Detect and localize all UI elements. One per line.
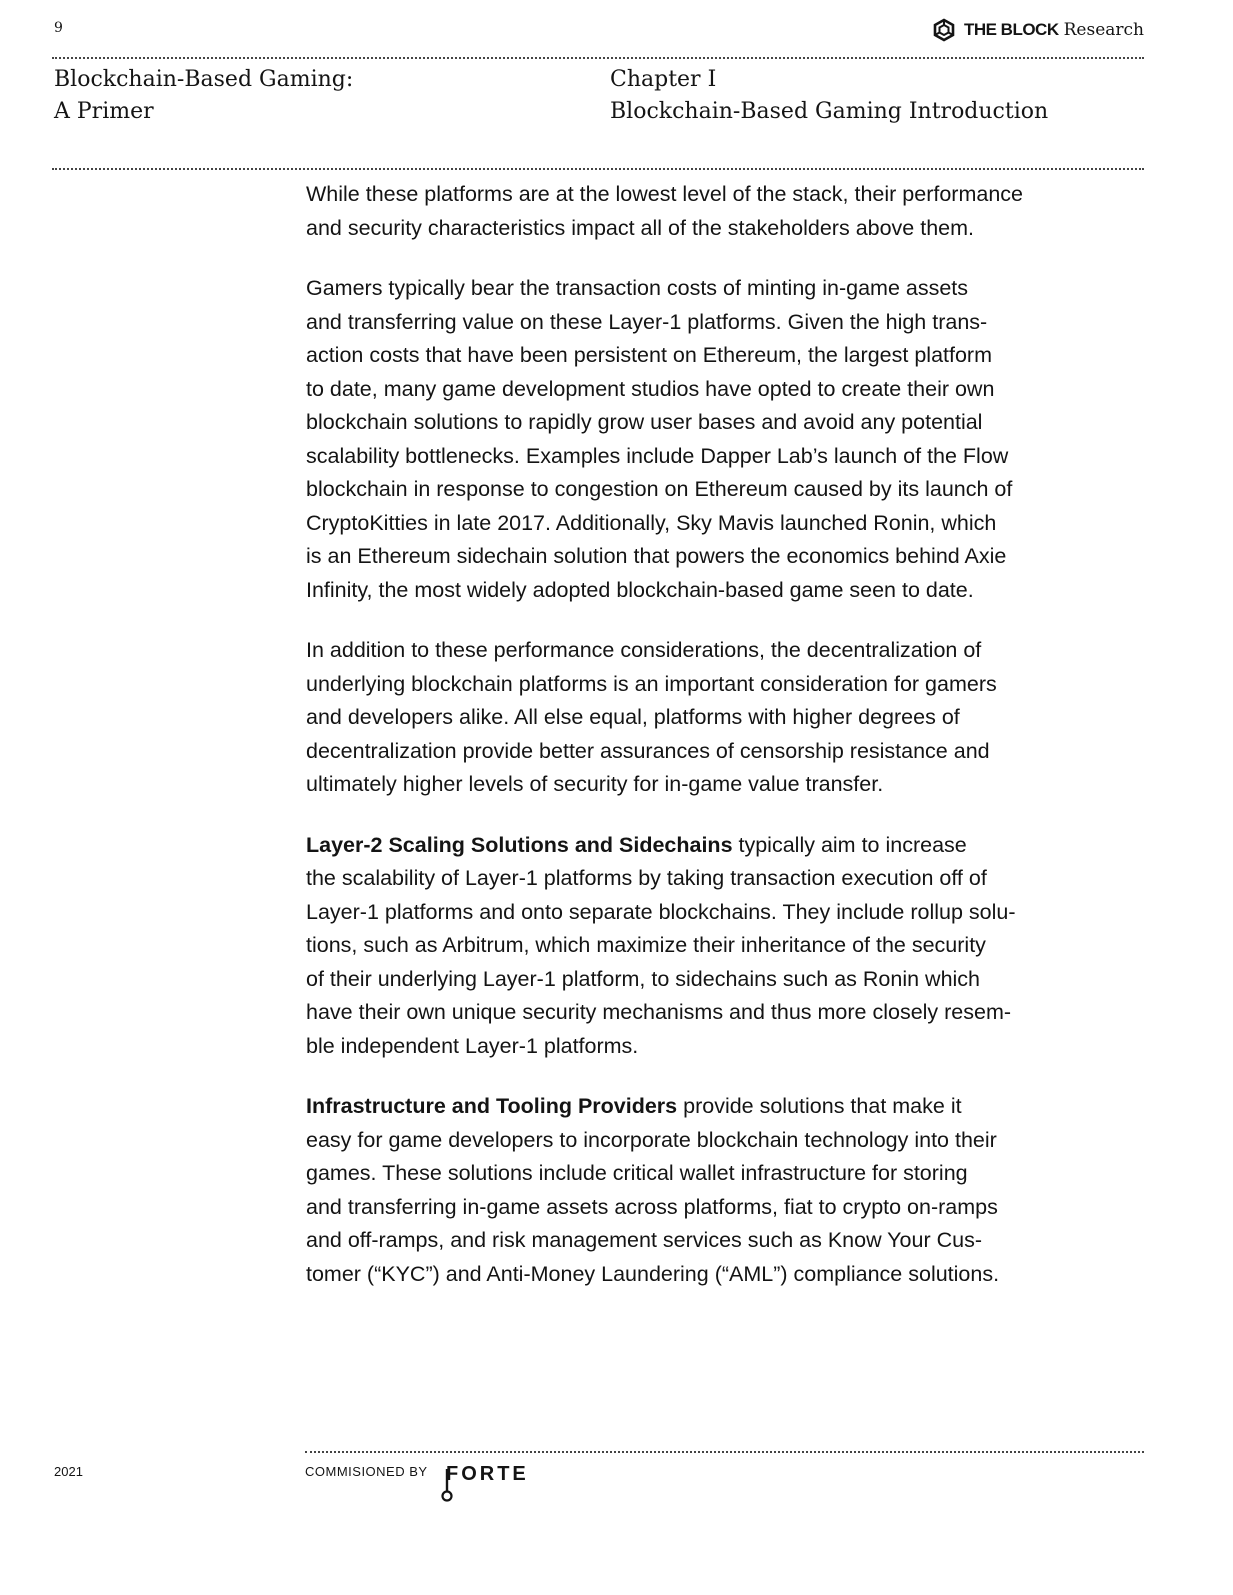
forte-logo	[440, 1463, 530, 1503]
paragraph-infrastructure: Infrastructure and Tooling Providers provide solutions that make it easy for game developers to incorporate blockchain technology into their games. These solutions include critical wallet infrastructure for storing and transferring in-game assets across platforms, fiat to crypto on-ramps and off-ramps, and risk management services such as Know Your Cus- tomer (“KYC”) and Anti-Money Laundering (“AML”) compliance solutions.	[306, 1094, 1000, 1286]
paragraph-layer2: Layer-2 Scaling Solutions and Sidechains typically aim to increase the scalability of Layer-1 platforms by taking transaction execution off of Layer-1 platforms and onto separate blockchains. They include rollup solu- tions, such as Arbitrum, which maximize their inheritance of the security of their underlying Layer-1 platform, to sidechains such as Ronin which have their own unique security mechanisms and thus more closely resem- ble independent Layer-1 platforms.	[306, 832, 1016, 1058]
footer-rule	[305, 1451, 1144, 1453]
section-term: Layer-2 Scaling Solutions and Sidechains	[306, 832, 733, 857]
header-rule-top	[52, 57, 1144, 59]
sponsor-name: FORTE	[446, 1463, 529, 1485]
cube-hexagon-icon	[932, 18, 956, 42]
brand-logo	[932, 18, 1144, 42]
paragraph: Gamers typically bear the transaction costs of minting in-game assets and transferring value on these Layer-1 platforms. Given the high trans- action costs that have been persistent on Ethereum, the largest platform to date, many game development studios have opted to create their own blockchain solutions to rapidly grow user bases and avoid any potential scalability bottlenecks. Examples include Dapper Lab’s launch of the Flow blockchain in response to congestion on Ethereum caused by its launch of CryptoKitties in late 2017. Additionally, Sky Mavis launched Ronin, which is an Ethereum sidechain solution that powers the economics behind Axie Infinity, the most widely adopted blockchain-based game seen to date.	[306, 276, 1013, 602]
brand-name: THE BLOCK	[963, 20, 1059, 39]
header-rule-bottom	[52, 168, 1144, 170]
commissioned-by: COMMISIONED BY	[305, 1464, 428, 1479]
page-number: 9	[54, 20, 63, 36]
section-term: Infrastructure and Tooling Providers	[306, 1094, 678, 1118]
chapter-title: Chapter I Blockchain-Based Gaming Introduction	[610, 67, 1049, 124]
brand-subname: Research	[1063, 20, 1144, 40]
document-title: Blockchain-Based Gaming: A Primer	[54, 67, 354, 124]
body-text	[306, 178, 1156, 1318]
paragraph: In addition to these performance considerations, the decentralization of underlying blockchain platforms is an important consideration for gamers and developers alike. All else equal, platforms with higher degrees of decentralization provide better assurances of censorship resistance and ultimately higher levels of security for in-game value transfer.	[306, 638, 997, 796]
paragraph: While these platforms are at the lowest level of the stack, their performance and security characteristics impact all of the stakeholders above them.	[306, 182, 1023, 240]
footer-year: 2021	[54, 1464, 83, 1479]
